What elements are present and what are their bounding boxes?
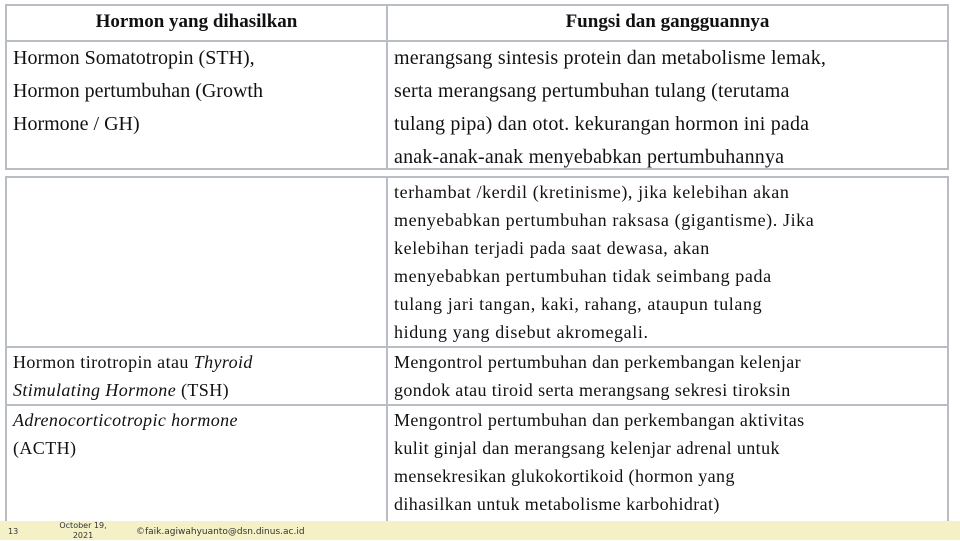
footer-date: October 19, 2021 [59, 521, 107, 540]
hormone-function-sth-cont [388, 178, 947, 346]
text-line: terhambat /kerdil (kretinisme), jika kelebihan akan [394, 182, 790, 202]
text-line: kelebihan terjadi pada saat dewasa, akan [394, 238, 710, 258]
hormone-name-sth [7, 42, 388, 168]
hormone-function-tsh [388, 348, 947, 404]
text-italic: Stimulating Hormone [13, 380, 177, 400]
text-line: serta merangsang pertumbuhan tulang (terutama [394, 80, 790, 102]
text-line: kulit ginjal dan merangsang kelenjar adrenal untuk [394, 438, 780, 458]
text-plain: (TSH) [176, 380, 230, 400]
text-line: Hormon Somatotropin (STH), [13, 47, 255, 69]
hormone-name-tsh [7, 348, 388, 404]
hormone-function-sth [388, 42, 947, 168]
text-line: anak-anak-anak menyebabkan pertumbuhannya [394, 146, 785, 168]
text-line [13, 348, 380, 376]
text-line: mensekresikan glukokortikoid (hormon yang [394, 466, 735, 486]
slide-footer [0, 521, 960, 540]
hormone-name-acth [7, 406, 388, 522]
table-row-tsh [7, 348, 947, 406]
text-line: gondok atau tiroid serta merangsang sekresi tiroksin [394, 380, 791, 400]
text-italic: Thyroid [193, 352, 253, 372]
empty-cell [7, 178, 388, 346]
text-line [13, 376, 380, 404]
text-line: Mengontrol pertumbuhan dan perkembangan kelenjar [394, 352, 802, 372]
table-header-row [7, 6, 947, 42]
text-line: hidung yang disebut akromegali. [394, 322, 649, 342]
hormone-function-acth [388, 406, 947, 522]
page-number: 13 [8, 527, 19, 536]
table-row-sth [7, 42, 947, 168]
header-hormone: Hormon yang dihasilkan [7, 6, 388, 40]
text-line: menyebabkan pertumbuhan raksasa (gigantisme). Jika [394, 210, 815, 230]
text-line: Hormon pertumbuhan (Growth [13, 80, 263, 102]
text-line: Hormone / GH) [13, 113, 140, 135]
text-line: tulang jari tangan, kaki, rahang, ataupun tulang [394, 294, 763, 314]
text-line: tulang pipa) dan otot. kekurangan hormon ini pada [394, 113, 810, 135]
text-line: menyebabkan pertumbuhan tidak seimbang pada [394, 266, 772, 286]
table-row-sth-continued [7, 178, 947, 348]
text-line: merangsang sintesis protein dan metabolisme lemak, [394, 47, 827, 69]
text-line: dihasilkan untuk metabolisme karbohidrat) [394, 494, 720, 514]
text-line: (ACTH) [13, 438, 77, 458]
hormone-table-top [5, 4, 949, 170]
footer-email: ©faik.agiwahyuanto@dsn.dinus.ac.id [136, 527, 305, 537]
text-line: Adrenocorticotropic hormone [13, 410, 238, 430]
header-function: Fungsi dan gangguannya [565, 11, 770, 32]
text-plain: Hormon tirotropin atau [13, 352, 194, 372]
table-row-acth [7, 406, 947, 522]
text-line: Mengontrol pertumbuhan dan perkembangan aktivitas [394, 410, 805, 430]
hormone-table-bottom [5, 176, 949, 524]
